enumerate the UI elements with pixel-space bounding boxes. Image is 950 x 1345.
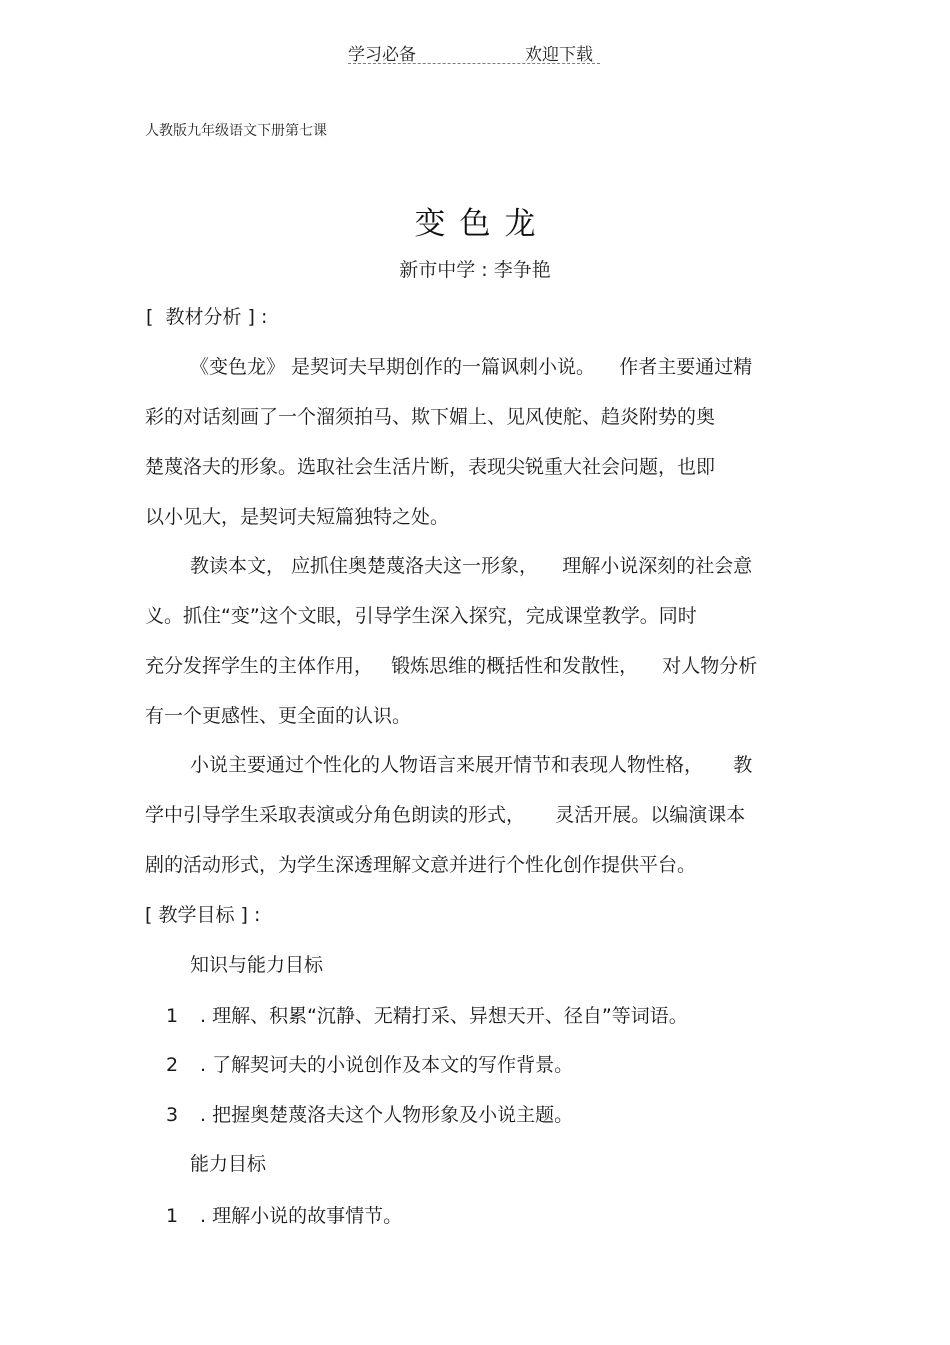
paragraph-line: 教读本文， 应抓住奥楚蔑洛夫这一形象， 理解小说深刻的社会意 [190, 555, 753, 577]
list-item-text: . 了解契诃夫的小说创作及本文的写作背景。 [200, 1054, 574, 1076]
ability-heading: 能力目标 [190, 1153, 267, 1175]
header-divider [348, 63, 600, 64]
list-item-number: 1 [166, 1205, 179, 1227]
subject-line: 人教版九年级语文下册第七课 [145, 123, 327, 139]
paragraph-line: 以小见大，是契诃夫短篇独特之处。 [145, 506, 450, 528]
page-title: 变色龙 [414, 206, 550, 242]
paragraph-line: 有一个更感性、更全面的认识。 [145, 705, 412, 727]
header-right-text: 欢迎下载 [525, 45, 593, 65]
paragraph-line: 楚蔑洛夫的形象。选取社会生活片断，表现尖锐重大社会问题，也即 [145, 456, 716, 478]
list-item-text: . 把握奥楚蔑洛夫这个人物形象及小说主题。 [200, 1104, 574, 1126]
list-item-text: . 理解、积累“沉静、无精打采、异想天开、径自”等词语。 [200, 1005, 688, 1027]
list-item-number: 2 [166, 1054, 179, 1076]
paragraph-line: 义。抓住“变”这个文眼，引导学生深入探究，完成课堂教学。同时 [145, 605, 697, 627]
paragraph-line: 充分发挥学生的主体作用， 锻炼思维的概括性和发散性， 对人物分析 [145, 655, 758, 677]
list-item-number: 3 [166, 1104, 179, 1126]
list-item-text: . 理解小说的故事情节。 [200, 1205, 403, 1227]
author-line: 新市中学 : 李争艳 [399, 259, 551, 281]
list-item-number: 1 [166, 1005, 179, 1027]
knowledge-heading: 知识与能力目标 [190, 954, 324, 976]
paragraph-line: 《变色龙》 是契诃夫早期创作的一篇讽刺小说。 作者主要通过精 [190, 356, 753, 378]
header-left-text: 学习必备 [348, 45, 416, 65]
analysis-heading: [ 教材分析 ] : [146, 306, 268, 328]
paragraph-line: 彩的对话刻画了一个溜须拍马、欺下媚上、见风使舵、趋炎附势的奥 [145, 406, 716, 428]
paragraph-line: 小说主要通过个性化的人物语言来展开情节和表现人物性格， 教 [190, 754, 753, 776]
paragraph-line: 剧的活动形式，为学生深透理解文意并进行个性化创作提供平台。 [145, 854, 697, 876]
paragraph-line: 学中引导学生采取表演或分角色朗读的形式， 灵活开展。以编演课本 [145, 804, 746, 826]
goals-heading: [ 教学目标 ] : [145, 904, 261, 926]
